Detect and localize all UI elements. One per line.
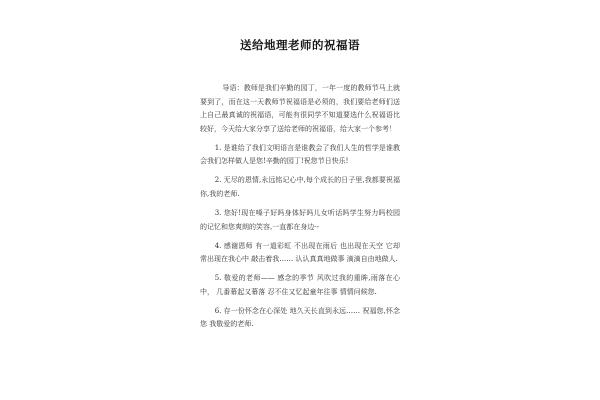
wish-item-4: 4. 感谢恩师 有一道彩虹 不出现在雨后 也出现在天空 它却常出现在我心中 敲击着我…… 认认真真地做事 滴滴自由地做人. bbox=[200, 241, 400, 264]
wish-item-6: 6. 存一份怀念在心深处 地久天长直到永远…… 祝福您,怀念您 我敬爱的老师. bbox=[200, 306, 400, 329]
intro-paragraph: 导语：教师是我们辛勤的园丁，一年一度的教师节马上就要到了，而在这一天教师节祝福语是必须的，我们要给老师们送上自己最真诚的祝福语，可能有很同学不知道要选什么祝福语比较好，今天给大家分享了送给老师的祝福语，给大家一个参考！ bbox=[200, 84, 400, 133]
wish-item-5: 5. 敬爱的老师—— 感念的季节 风吹过我的重眸,雨落在心中， 几番幕起又幕落 忍不住又忆起童年往事 情情问候您. bbox=[200, 274, 400, 296]
document-title: 送给地理老师的祝福语 bbox=[240, 38, 360, 52]
wish-item-3: 3. 您好!现在嗓子好吗身体好吗儿女听话吗学生努力吗校园的记忆和您爽朗的笑容,一直都在身边-- bbox=[200, 208, 400, 231]
wish-item-1: 1. 是谁给了我们文明语言是谁教会了我们人生的哲学是谁教会我们怎样做人是您!辛勤的园丁!祝您节日快乐! bbox=[200, 143, 400, 166]
document-body bbox=[200, 82, 400, 337]
wish-item-2: 2. 无尽的恩情,永远铭记心中,每个成长的日子里,我都要祝福你,我的老师. bbox=[200, 176, 400, 198]
